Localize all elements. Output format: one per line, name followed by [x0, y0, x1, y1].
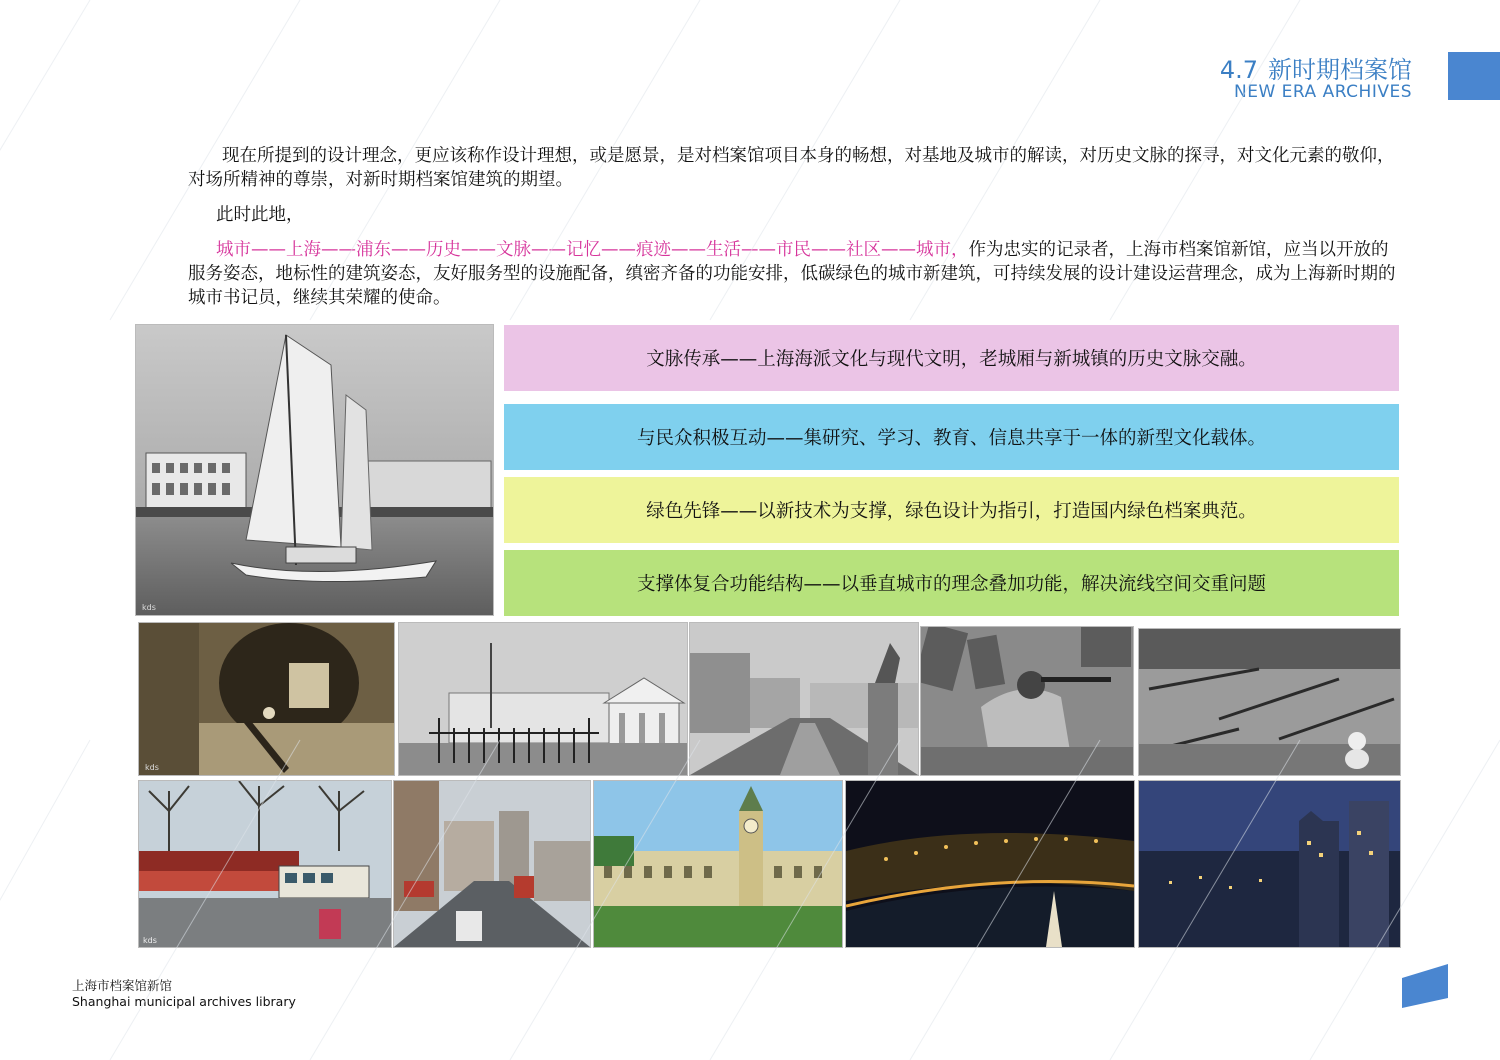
paragraph-here-and-now: 此时此地，: [216, 205, 304, 225]
corner-accent-block: [1448, 52, 1500, 100]
band-cultural-heritage: 文脉传承——上海海派文化与现代文明，老城厢与新城镇的历史文脉交融。: [504, 325, 1399, 391]
photo-bund-night: [845, 780, 1135, 948]
photo-junk-sailboat: [135, 324, 494, 616]
band-public-interaction: 与民众积极互动——集研究、学习、教育、信息共享于一体的新型文化载体。: [504, 404, 1399, 470]
junk-sailboat-illustration: [136, 325, 493, 615]
band-composite-structure: 支撑体复合功能结构——以垂直城市的理念叠加功能，解决流线空间交重问题: [504, 550, 1399, 616]
section-title: 新时期档案馆: [1268, 56, 1412, 84]
photo-street-bus: [138, 780, 392, 948]
photo-watermark-kds: kds: [142, 603, 156, 612]
photo-colonial-gate: [398, 622, 688, 776]
paragraph-design-concept: 现在所提到的设计理念，更应该称作设计理想，或是愿景，是对档案馆项目本身的畅想，对基地及城市的解读，对历史文脉的探寻，对文化元素的敬仰，对场所精神的尊崇，对新时期档案馆建筑的期望。: [188, 146, 1395, 190]
footer-title-cn: 上海市档案馆新馆: [72, 978, 173, 993]
photo-rainy-avenue: [393, 780, 591, 948]
footer-accent-shape: [1402, 964, 1448, 1008]
photo-bund-street: [689, 622, 919, 776]
photo-customs-house: [593, 780, 843, 948]
photo-watermark-kds: kds: [145, 763, 159, 772]
section-number: 4.7: [1219, 56, 1258, 84]
photo-watermark-kds: kds: [143, 936, 157, 945]
band-green-pioneer: 绿色先锋——以新技术为支撑，绿色设计为指引，打造国内绿色档案典范。: [504, 477, 1399, 543]
photo-soldiers-rubble: [920, 626, 1134, 776]
footer-title-en: Shanghai municipal archives library: [72, 994, 296, 1009]
photo-canal-tunnel: [138, 622, 395, 776]
photo-evening-skyline: [1138, 780, 1401, 948]
photo-bomb-ruins-child: [1138, 628, 1401, 776]
section-heading: [1220, 50, 1412, 85]
city-chain-highlight: 城市——上海——浦东——历史——文脉——记忆——痕迹——生活——市民——社区——城市，: [216, 240, 969, 260]
city-chain-text: 作为忠实的记录者，上海市档案馆新馆，应当以开放的服务姿态，地标性的建筑姿态，友好服务型的设施配备，缜密齐备的功能安排，低碳绿色的城市新建筑，可持续发展的设计建设运营理念，成为上海新时期的城市书记员，继续其荣耀的使命。: [188, 240, 1396, 308]
paragraph-city-chain: [188, 238, 1400, 310]
section-title-en: NEW ERA ARCHIVES: [1234, 82, 1412, 102]
